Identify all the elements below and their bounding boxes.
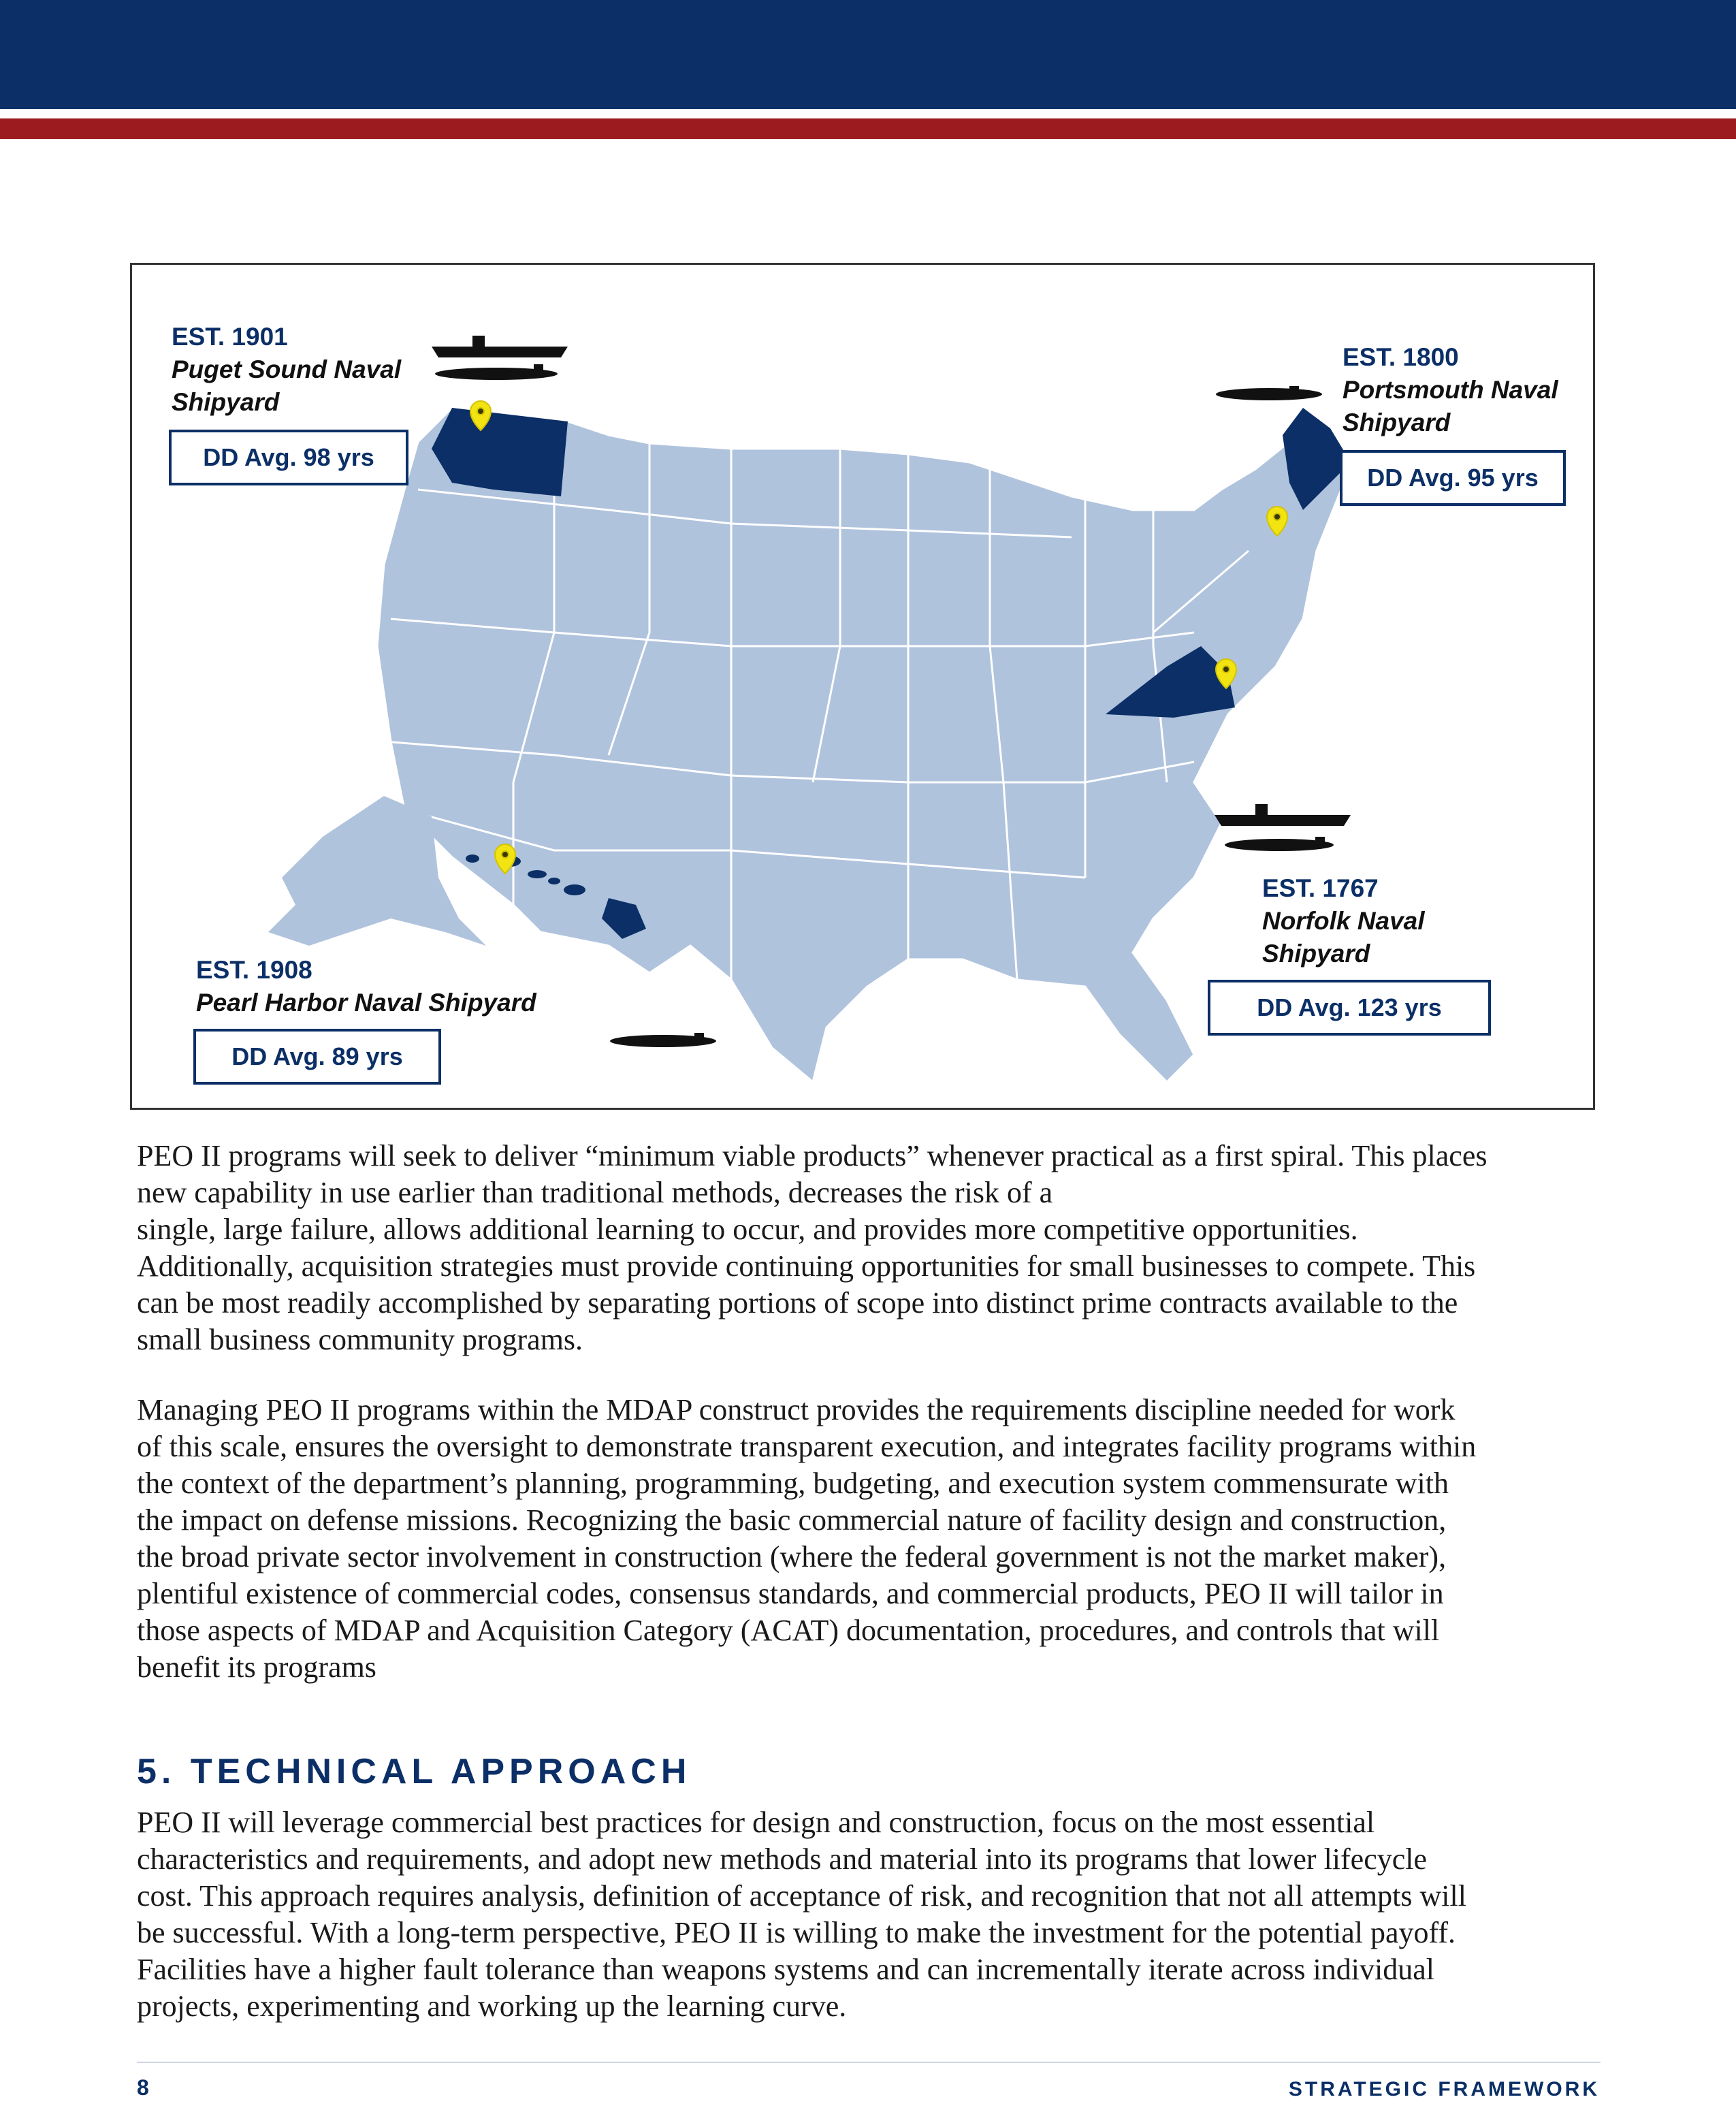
text-line: PEO II programs will seek to deliver “minimum viable products” whenever practical as a first spiral. This places [137, 1139, 1488, 1172]
norfolk-dd-badge: DD Avg. 123 yrs [1208, 980, 1491, 1036]
submarine-icon [435, 364, 558, 380]
text-line: Facilities have a higher fault tolerance than weapons systems and can incrementally iterate across individual [137, 1953, 1434, 1986]
pearl-name-label: Pearl Harbor Naval Shipyard [196, 989, 536, 1017]
puget-est-label: EST. 1901 [172, 323, 288, 351]
submarine-icon [1225, 837, 1334, 851]
portsmouth-est-label: EST. 1800 [1343, 343, 1459, 371]
portsmouth-name-line2: Shipyard [1343, 409, 1451, 436]
portsmouth-dd-badge: DD Avg. 95 yrs [1340, 450, 1566, 506]
text-line: benefit its programs [137, 1650, 376, 1684]
ship-icon [1215, 804, 1351, 826]
text-line: of this scale, ensures the oversight to demonstrate transparent execution, and integrates facility programs within [137, 1430, 1477, 1463]
paragraph-technical-approach [137, 1804, 1601, 2025]
puget-name-line2: Shipyard [172, 388, 280, 416]
text-line: projects, experimenting and working up the learning curve. [137, 1989, 847, 2023]
ship-icon [432, 336, 568, 357]
header-stripe-red [0, 118, 1736, 139]
text-line: be successful. With a long-term perspective, PEO II is willing to make the investment for the potential payoff. [137, 1916, 1456, 1949]
portsmouth-name-line1: Portsmouth Naval [1343, 376, 1558, 404]
text-line: PEO II will leverage commercial best practices for design and construction, focus on the most essential [137, 1806, 1375, 1839]
text-line: those aspects of MDAP and Acquisition Category (ACAT) documentation, procedures, and controls that will [137, 1614, 1440, 1647]
text-line: small business community programs. [137, 1323, 583, 1356]
shipyard-map-figure [130, 263, 1595, 1110]
norfolk-name-line2: Shipyard [1262, 940, 1370, 968]
text-line: the impact on defense missions. Recognizing the basic commercial nature of facility design and construction, [137, 1503, 1447, 1537]
paragraph-minimum-viable-products [137, 1138, 1601, 1358]
pearl-dd-badge: DD Avg. 89 yrs [193, 1029, 441, 1085]
page-number: 8 [137, 2075, 149, 2100]
text-line: new capability in use earlier than traditional methods, decreases the risk of a [137, 1176, 1053, 1209]
us-mainland-shape [377, 408, 1344, 1082]
text-line: plentiful existence of commercial codes, consensus standards, and commercial products, PEO II will tailor in [137, 1577, 1444, 1610]
text-line: the broad private sector involvement in construction (where the federal government is not the market maker), [137, 1540, 1447, 1573]
norfolk-name-line1: Norfolk Naval [1262, 907, 1425, 935]
footer-divider [137, 2062, 1601, 2063]
text-line: characteristics and requirements, and adopt new methods and material into its programs that lower lifecycle [137, 1842, 1428, 1876]
text-line: can be most readily accomplished by separating portions of scope into distinct prime contracts available to the [137, 1286, 1458, 1320]
puget-dd-badge: DD Avg. 98 yrs [169, 430, 408, 485]
puget-name-line1: Puget Sound Naval [172, 355, 402, 383]
norfolk-est-label: EST. 1767 [1262, 874, 1379, 902]
text-line: cost. This approach requires analysis, definition of acceptance of risk, and recognition that not all attempts will [137, 1879, 1466, 1913]
text-line: single, large failure, allows additional learning to occur, and provides more competitive opportunities. [137, 1213, 1358, 1246]
header-stripe-white [0, 109, 1736, 118]
pearl-est-label: EST. 1908 [196, 956, 312, 984]
text-line: Managing PEO II programs within the MDAP construct provides the requirements discipline needed for work [137, 1393, 1456, 1426]
text-line: Additionally, acquisition strategies must provide continuing opportunities for small businesses to compete. This [137, 1249, 1476, 1283]
section-heading: 5. TECHNICAL APPROACH [137, 1752, 692, 1791]
paragraph-mdap-construct [137, 1392, 1601, 1686]
header-banner [0, 0, 1736, 109]
footer-title: STRATEGIC FRAMEWORK [1288, 2078, 1600, 2100]
submarine-icon [610, 1033, 716, 1047]
text-line: the context of the department’s planning, programming, budgeting, and execution system commensurate with [137, 1467, 1449, 1500]
submarine-icon [1216, 386, 1322, 400]
